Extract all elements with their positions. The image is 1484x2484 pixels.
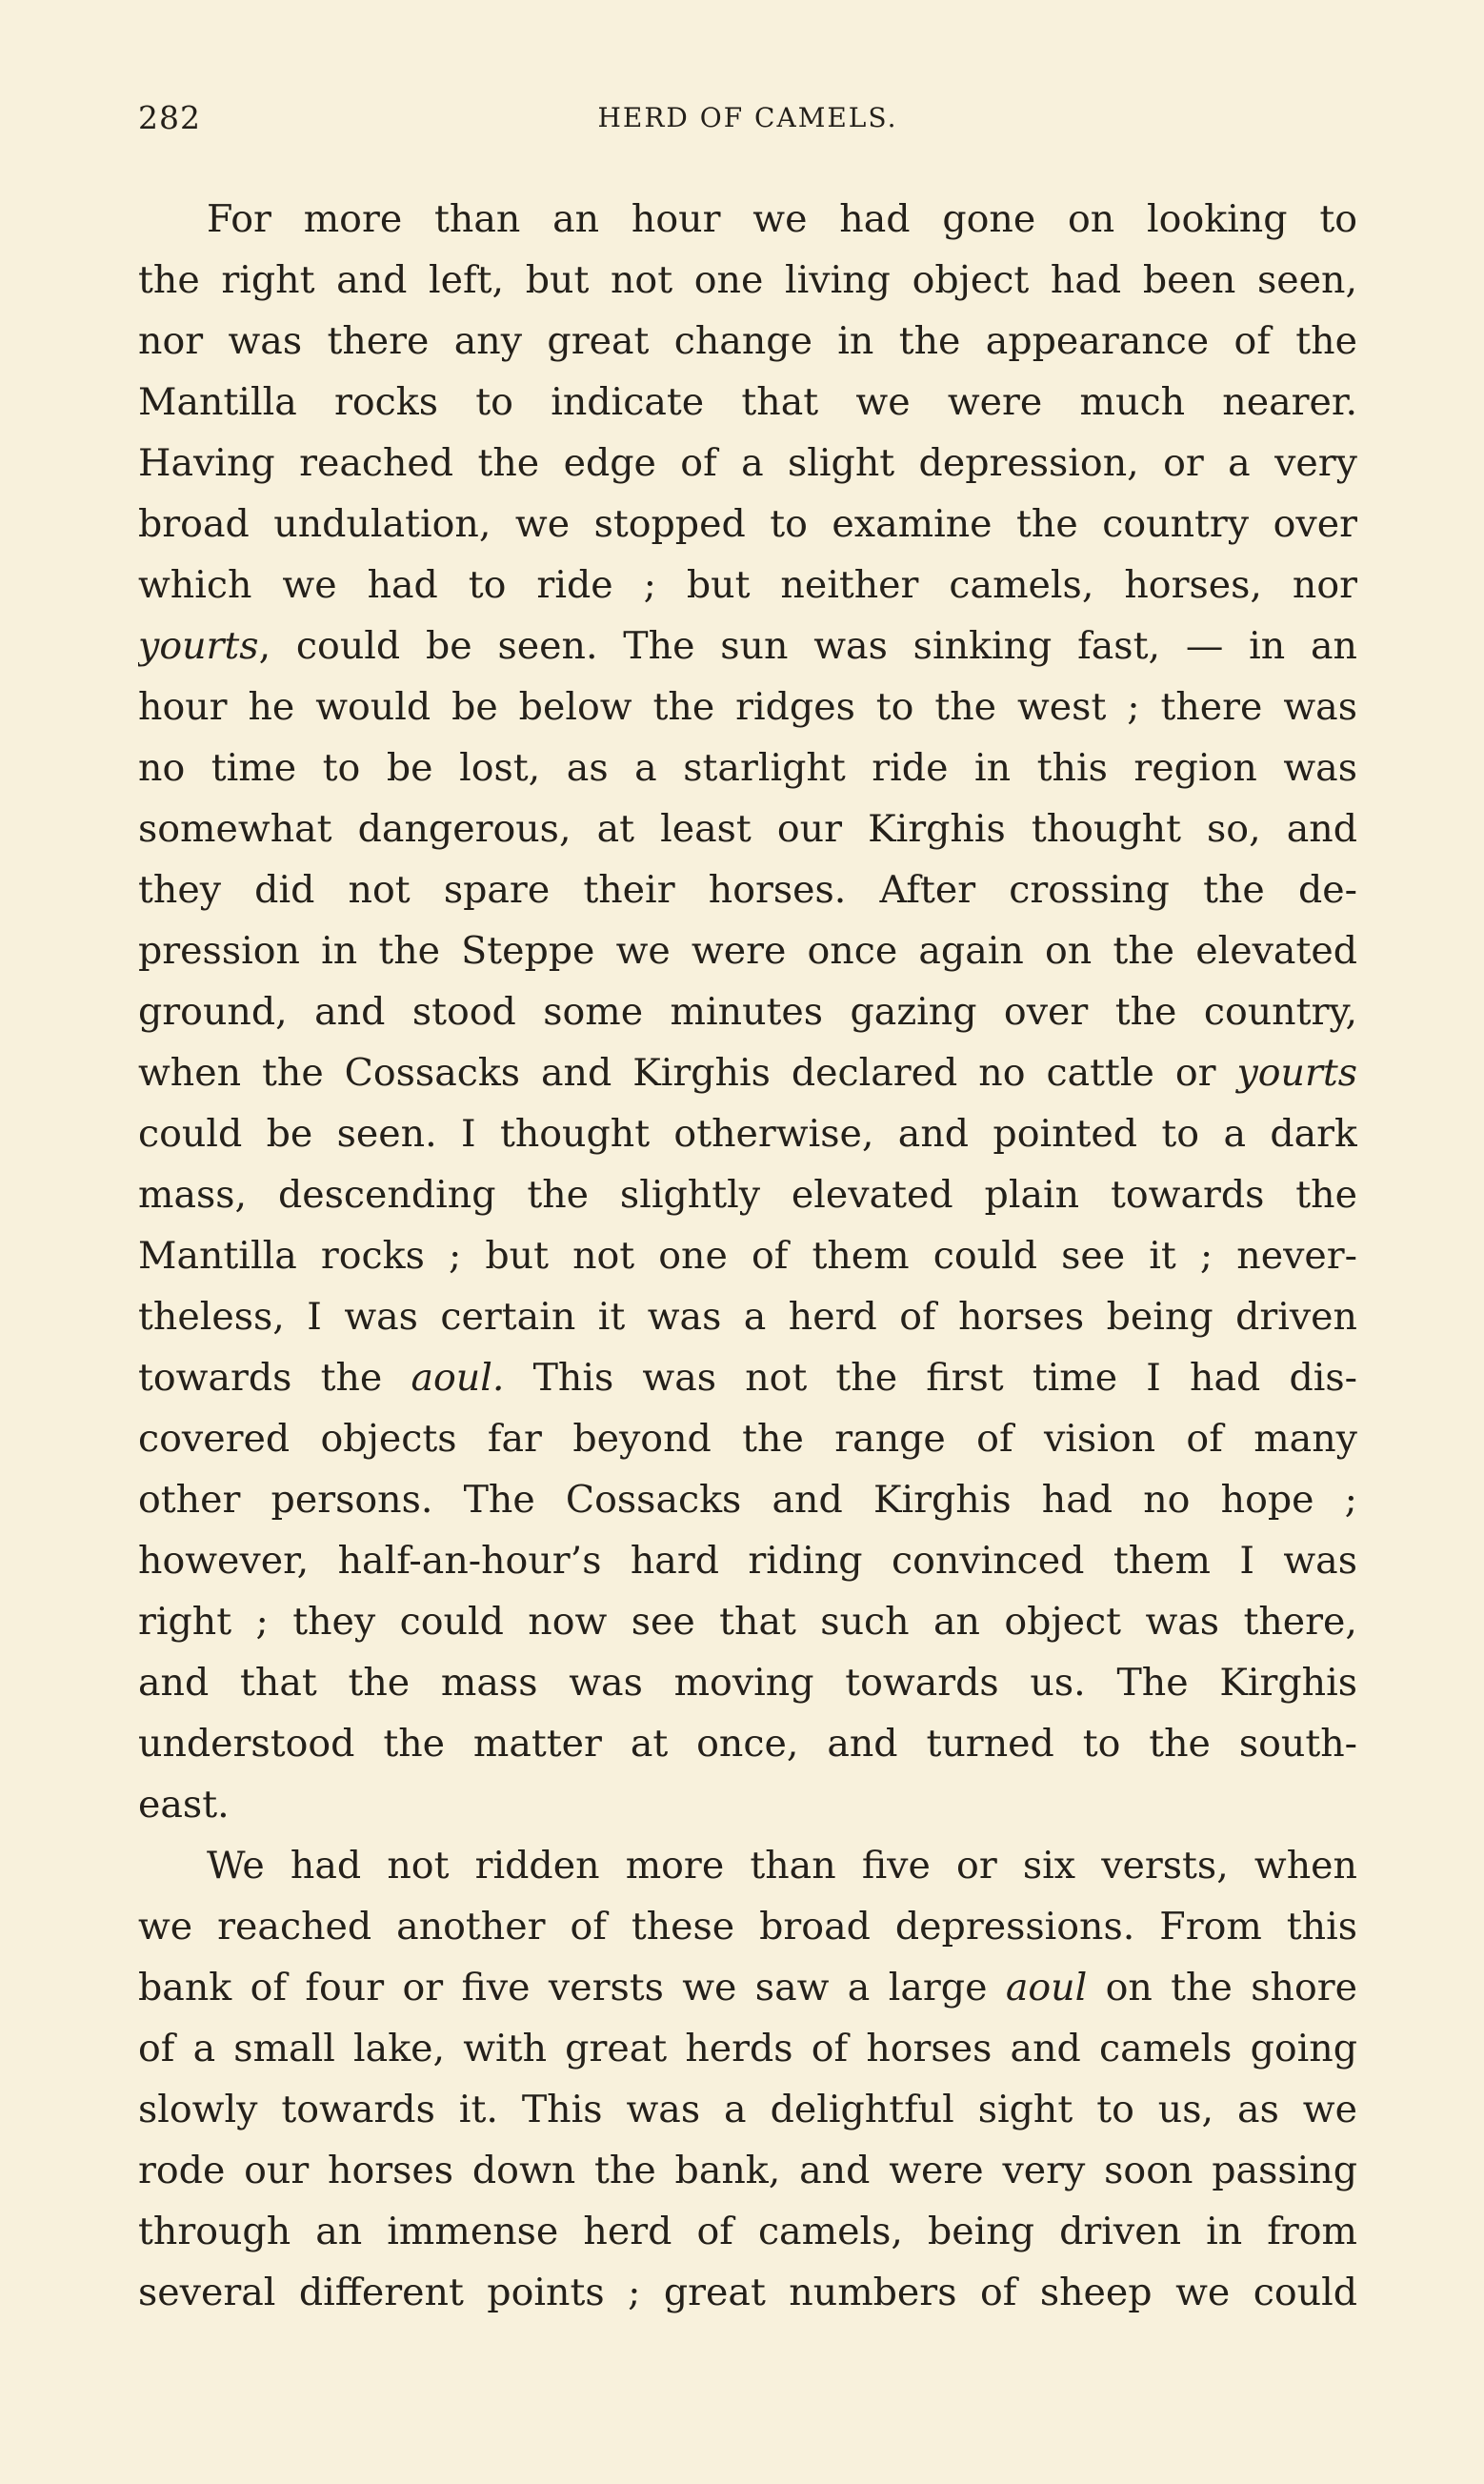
text-line [138,2140,1357,2201]
text-segment: broad undulation, we stopped to examine the country over [138,502,1357,546]
text-line [138,859,1357,920]
text-line [138,1896,1357,1957]
text-segment: For more than an hour we had gone on looking to [207,197,1357,241]
text-segment: right ; they could now see that such an object was there, [138,1600,1357,1644]
text-line [138,372,1357,433]
text-line [138,2018,1357,2079]
text-line [138,616,1357,677]
text-segment: slowly towards it. This was a delightful sight to us, as we [138,2088,1357,2131]
text-segment: bank of four or five versts we saw a large [138,1966,1006,2009]
text-segment: the right and left, but not one living object had been seen, [138,258,1357,302]
text-segment: when the Cossacks and Kirghis declared no cattle or [138,1051,1237,1095]
text-segment: Mantilla rocks to indicate that we were much nearer. [138,380,1357,424]
text-line [138,2201,1357,2262]
text-line [138,311,1357,372]
text-segment: This was not the first time I had dis- [504,1356,1357,1400]
text-segment: on the shore [1087,1966,1357,2009]
text-line [138,1591,1357,1652]
text-segment: We had not ridden more than five or six versts, when [207,1844,1357,1888]
text-line [138,1103,1357,1164]
text-segment: east. [138,1783,230,1827]
body-text [138,189,1357,2323]
text-segment: however, half-an-hour’s hard riding convinced them I was [138,1539,1357,1583]
italic-word: aoul. [411,1356,505,1400]
text-segment: they did not spare their horses. After crossing the de- [138,868,1357,912]
text-line [138,1774,1357,1835]
text-segment: no time to be lost, as a starlight ride in this region was [138,746,1357,790]
text-line [138,250,1357,311]
text-line [138,1469,1357,1530]
text-segment: we reached another of these broad depressions. From this [138,1905,1357,1949]
text-segment: could be seen. I thought otherwise, and pointed to a dark [138,1112,1357,1156]
page-header [138,99,1357,137]
text-line [138,2079,1357,2140]
text-line [138,1042,1357,1103]
text-line [138,2262,1357,2323]
text-line [138,1530,1357,1591]
text-segment: of a small lake, with great herds of horses and camels going [138,2027,1357,2070]
text-segment: , could be seen. The sun was sinking fast, — in an [258,624,1357,668]
text-segment: covered objects far beyond the range of vision of many [138,1417,1357,1461]
text-line [138,1835,1357,1896]
text-segment: several different points ; great numbers of sheep we could [138,2271,1357,2314]
text-segment: Having reached the edge of a slight depression, or a very [138,441,1357,485]
text-segment: hour he would be below the ridges to the west ; there was [138,685,1357,729]
text-line [138,1713,1357,1774]
text-segment: rode our horses down the bank, and were very soon passing [138,2149,1357,2192]
text-line [138,1286,1357,1347]
text-segment: theless, I was certain it was a herd of horses being driven [138,1295,1357,1339]
text-line [138,1408,1357,1469]
text-line [138,1164,1357,1225]
text-line [138,737,1357,798]
running-head: HERD OF CAMELS. [597,102,898,133]
text-line [138,555,1357,616]
text-line [138,1652,1357,1713]
text-segment: pression in the Steppe we were once again on the elevated [138,929,1357,973]
text-segment: towards the [138,1356,411,1400]
text-segment: through an immense herd of camels, being driven in from [138,2210,1357,2253]
text-line [138,1225,1357,1286]
text-line [138,1347,1357,1408]
text-line [138,981,1357,1042]
text-line [138,433,1357,494]
text-line [138,920,1357,981]
text-segment: ground, and stood some minutes gazing over the country, [138,990,1357,1034]
text-line [138,189,1357,250]
page-number: 282 [138,99,201,136]
text-line [138,1957,1357,2018]
italic-word: yourts [138,624,259,668]
text-segment: which we had to ride ; but neither camels, horses, nor [138,563,1357,607]
text-line [138,798,1357,859]
text-segment: mass, descending the slightly elevated plain towards the [138,1173,1357,1217]
text-line [138,677,1357,737]
text-segment: understood the matter at once, and turned to the south- [138,1722,1357,1766]
text-segment: and that the mass was moving towards us. The Kirghis [138,1661,1357,1705]
text-segment: other persons. The Cossacks and Kirghis had no hope ; [138,1478,1357,1522]
text-segment: somewhat dangerous, at least our Kirghis thought so, and [138,807,1357,851]
italic-word: yourts [1236,1051,1357,1095]
text-line [138,494,1357,555]
italic-word: aoul [1005,1966,1088,2009]
text-segment: Mantilla rocks ; but not one of them could see it ; never- [138,1234,1357,1278]
text-segment: nor was there any great change in the appearance of the [138,319,1357,363]
